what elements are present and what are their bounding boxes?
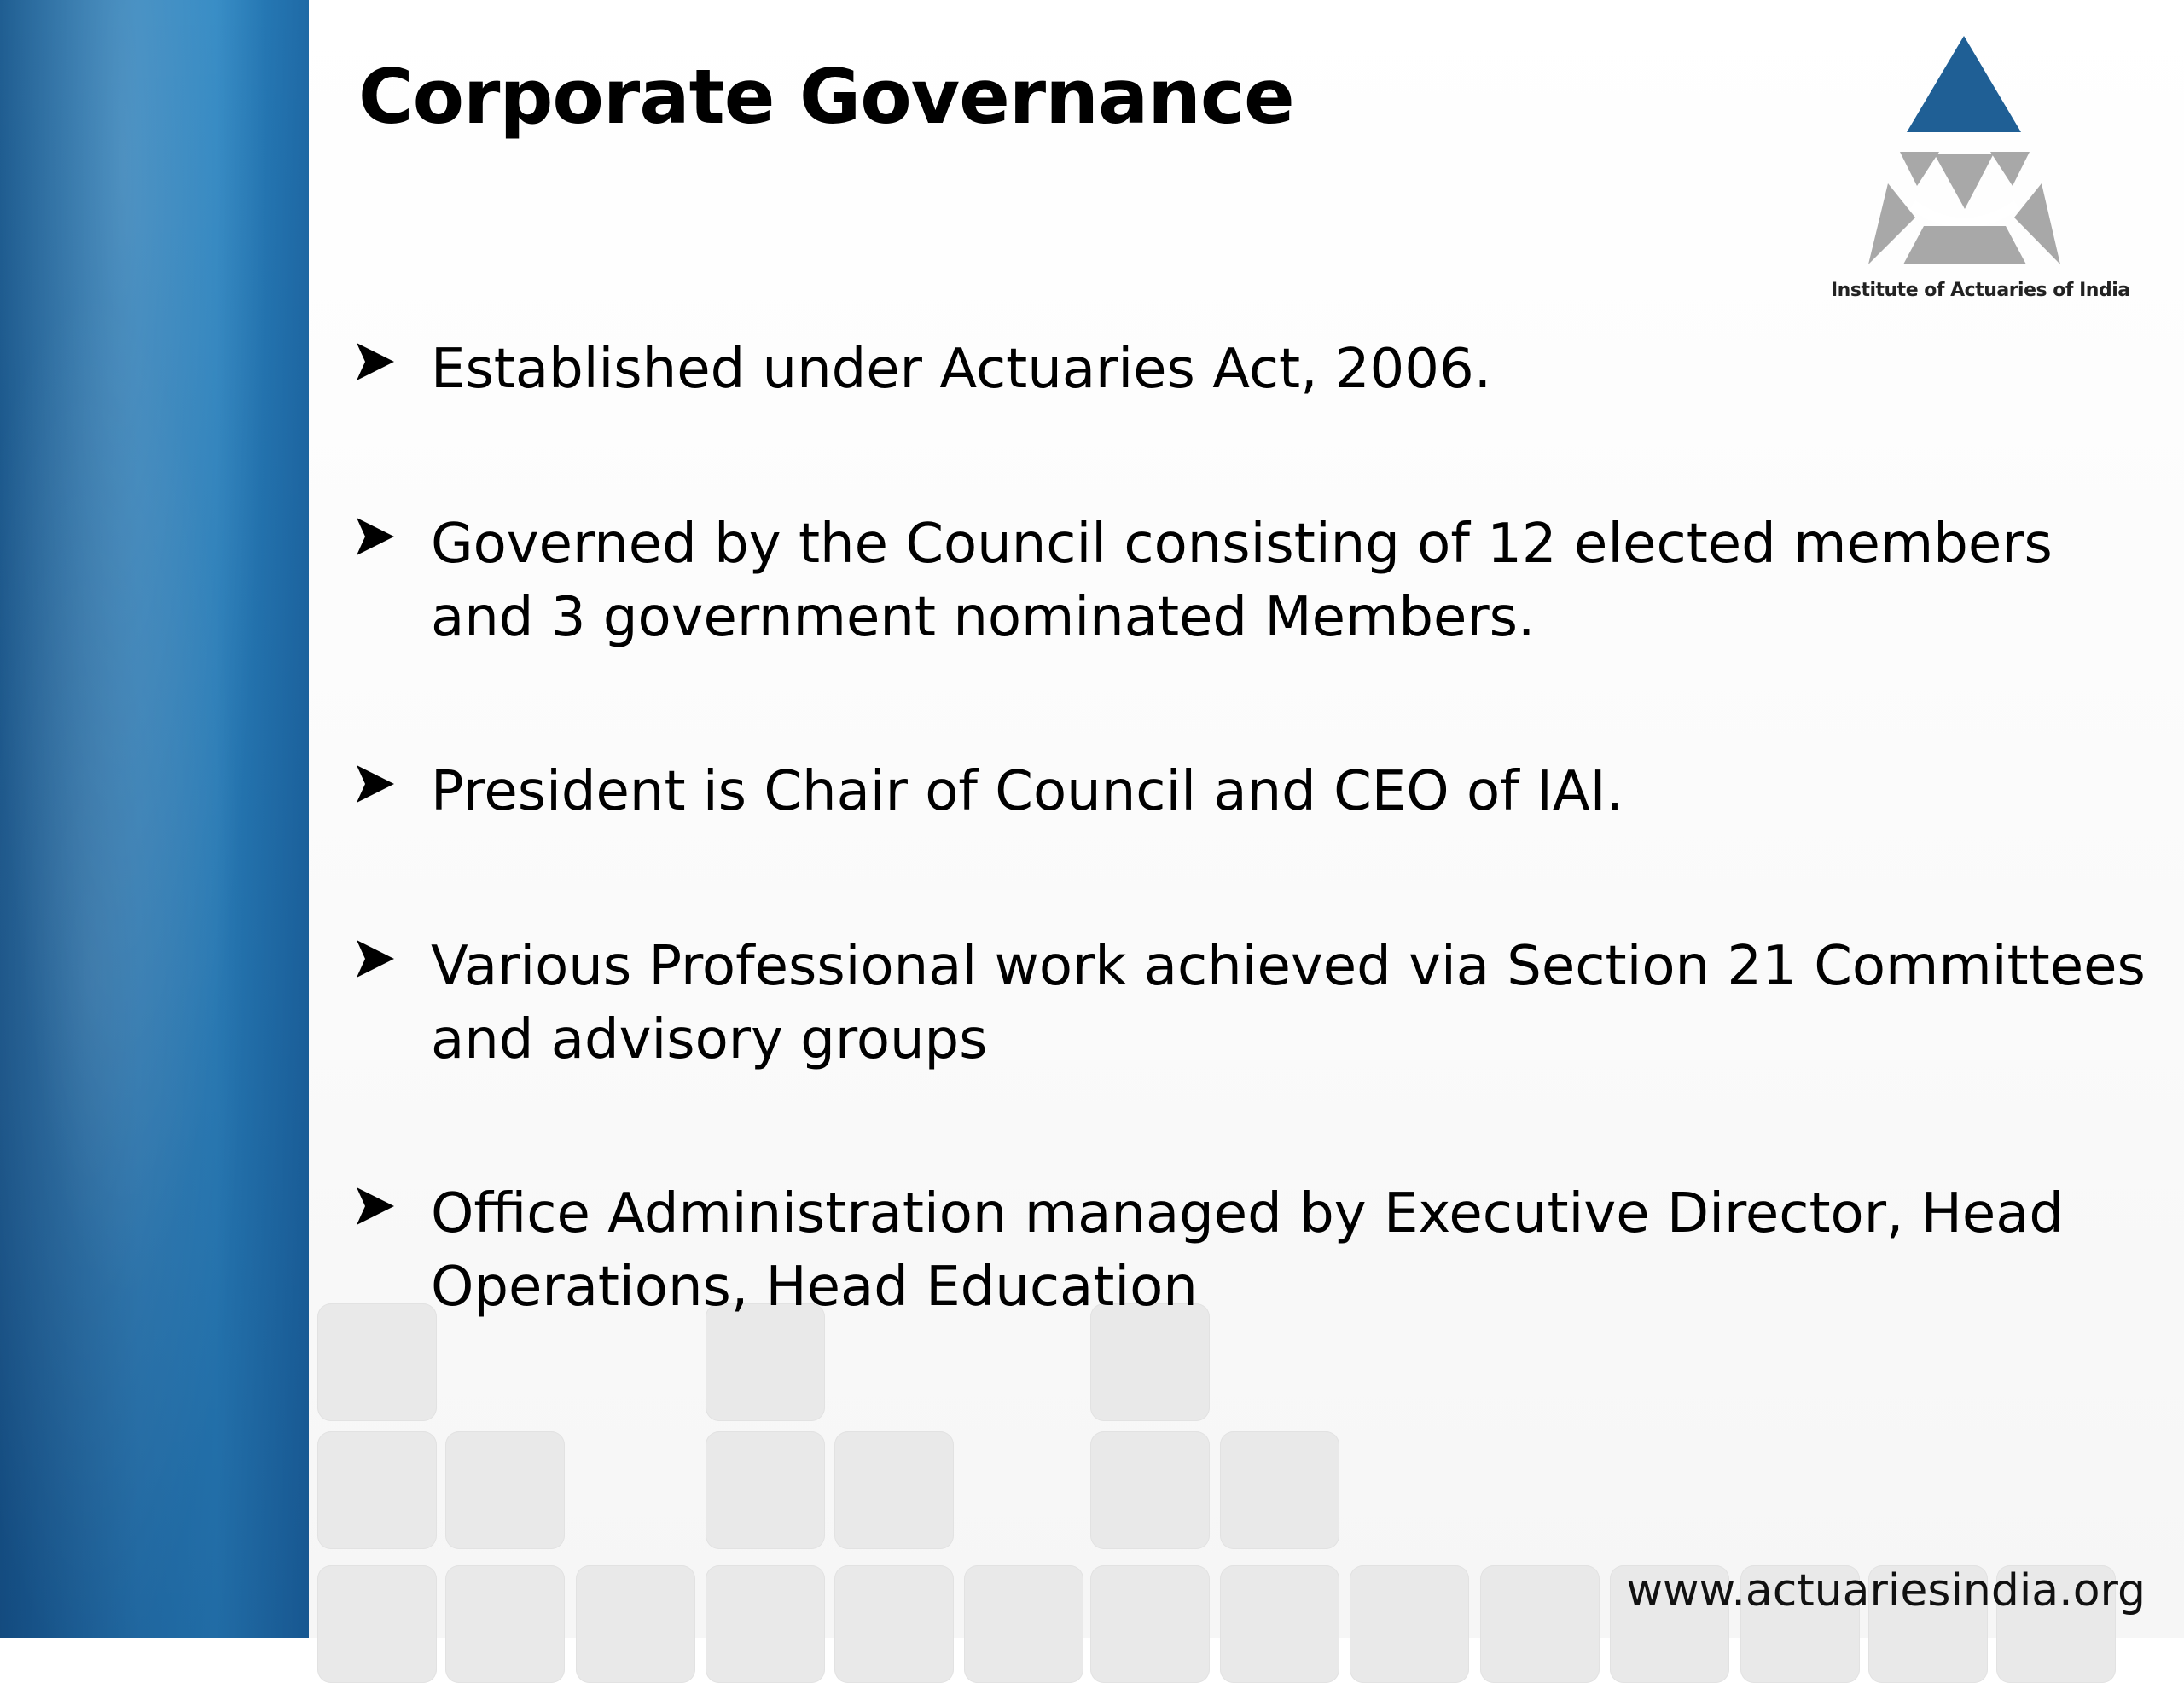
decor-tile — [834, 1431, 954, 1549]
decor-tile — [1350, 1565, 1469, 1683]
arrowhead-bullet-icon — [350, 1181, 401, 1232]
decor-tile — [576, 1565, 695, 1683]
arrowhead-bullet-icon — [350, 933, 401, 984]
decor-tile — [706, 1565, 825, 1683]
decor-tile — [445, 1565, 565, 1683]
bullet-text: President is Chair of Council and CEO of IAI. — [431, 760, 1623, 823]
decor-tile — [1480, 1565, 1600, 1683]
decor-tile — [445, 1431, 565, 1549]
bullet-text: Various Professional work achieved via Section 21 Committees and advisory groups — [431, 935, 2146, 1071]
decor-tile — [317, 1303, 437, 1421]
arrowhead-bullet-icon — [350, 336, 401, 387]
bullet-text: Office Administration managed by Executive Director, Head Operations, Head Education — [431, 1182, 2065, 1319]
logo-caption: Institute of Actuaries of India — [1831, 280, 2130, 301]
arrowhead-bullet-icon — [350, 758, 401, 810]
bullet-text: Governed by the Council consisting of 12 elected members and 3 government nominated Members. — [431, 513, 2053, 649]
decor-tile — [964, 1565, 1083, 1683]
decor-tile — [834, 1565, 954, 1683]
arrowhead-bullet-icon — [350, 511, 401, 562]
decor-tile — [706, 1431, 825, 1549]
decor-tile — [1220, 1565, 1339, 1683]
decor-tile — [317, 1431, 437, 1549]
decor-tile — [317, 1565, 437, 1683]
decor-tile — [1090, 1431, 1210, 1549]
footer-website-url: www.actuariesindia.org — [1626, 1565, 2146, 1616]
decor-tile — [1090, 1565, 1210, 1683]
decor-tile — [1220, 1431, 1339, 1549]
slide-title: Corporate Governance — [358, 53, 1294, 141]
bullet-text: Established under Actuaries Act, 2006. — [431, 338, 1492, 401]
iai-triangle-logo-icon — [1821, 34, 2094, 307]
